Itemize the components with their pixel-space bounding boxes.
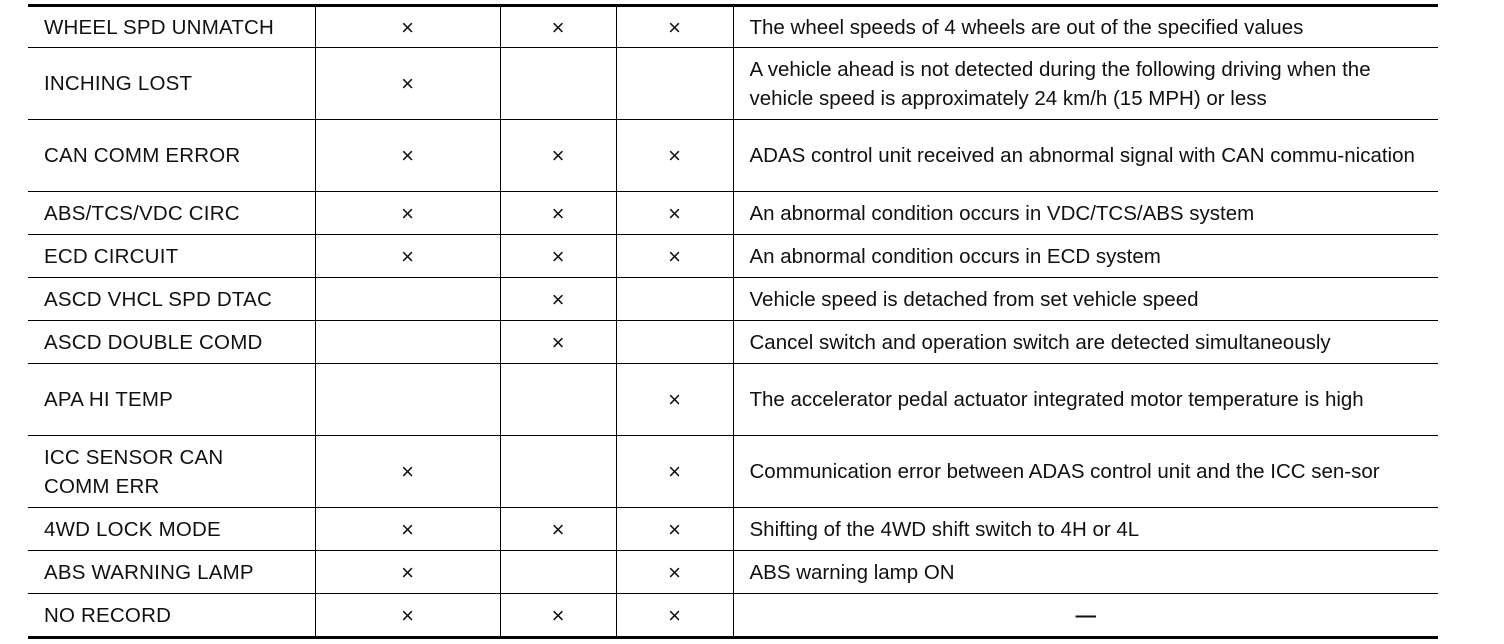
mark-cell: × bbox=[315, 48, 500, 120]
table-row bbox=[28, 48, 1438, 120]
item-cell: ECD CIRCUIT bbox=[28, 235, 315, 278]
item-cell: ASCD VHCL SPD DTAC bbox=[28, 278, 315, 321]
diagnosis-table bbox=[28, 4, 1438, 639]
mark-cell: × bbox=[500, 192, 616, 235]
table-row bbox=[28, 551, 1438, 594]
mark-cell: × bbox=[500, 594, 616, 638]
mark-cell: × bbox=[616, 235, 733, 278]
mark-cell bbox=[616, 321, 733, 364]
mark-cell: × bbox=[500, 508, 616, 551]
mark-cell: × bbox=[500, 6, 616, 48]
description-cell: Communication error between ADAS control unit and the ICC sen-sor bbox=[733, 436, 1438, 508]
mark-cell: × bbox=[315, 508, 500, 551]
mark-cell: × bbox=[500, 321, 616, 364]
mark-cell: × bbox=[500, 120, 616, 192]
mark-cell bbox=[616, 278, 733, 321]
description-cell: ADAS control unit received an abnormal signal with CAN commu-nication bbox=[733, 120, 1438, 192]
table-row bbox=[28, 120, 1438, 192]
mark-cell: × bbox=[616, 6, 733, 48]
mark-cell bbox=[500, 48, 616, 120]
description-cell: An abnormal condition occurs in ECD system bbox=[733, 235, 1438, 278]
mark-cell: × bbox=[315, 6, 500, 48]
mark-cell bbox=[315, 364, 500, 436]
description-cell: — bbox=[733, 594, 1438, 638]
table-row bbox=[28, 6, 1438, 48]
mark-cell: × bbox=[616, 364, 733, 436]
item-cell: ABS/TCS/VDC CIRC bbox=[28, 192, 315, 235]
mark-cell: × bbox=[315, 594, 500, 638]
mark-cell bbox=[315, 278, 500, 321]
table-row bbox=[28, 235, 1438, 278]
mark-cell bbox=[315, 321, 500, 364]
mark-cell: × bbox=[500, 235, 616, 278]
item-cell: ASCD DOUBLE COMD bbox=[28, 321, 315, 364]
table-row bbox=[28, 278, 1438, 321]
mark-cell: × bbox=[616, 120, 733, 192]
description-cell: The accelerator pedal actuator integrated motor temperature is high bbox=[733, 364, 1438, 436]
description-cell: Shifting of the 4WD shift switch to 4H or 4L bbox=[733, 508, 1438, 551]
table-row bbox=[28, 364, 1438, 436]
item-cell: ICC SENSOR CAN COMM ERR bbox=[28, 436, 315, 508]
mark-cell: × bbox=[500, 278, 616, 321]
mark-cell: × bbox=[315, 120, 500, 192]
description-cell: Cancel switch and operation switch are detected simultaneously bbox=[733, 321, 1438, 364]
mark-cell bbox=[500, 364, 616, 436]
mark-cell: × bbox=[616, 508, 733, 551]
mark-cell: × bbox=[616, 436, 733, 508]
mark-cell: × bbox=[315, 551, 500, 594]
description-cell: A vehicle ahead is not detected during the following driving when the vehicle speed is approximately 24 km/h (15 MPH) or less bbox=[733, 48, 1438, 120]
table-row bbox=[28, 192, 1438, 235]
mark-cell: × bbox=[616, 551, 733, 594]
table-row bbox=[28, 436, 1438, 508]
mark-cell: × bbox=[315, 192, 500, 235]
item-cell: CAN COMM ERROR bbox=[28, 120, 315, 192]
item-cell: 4WD LOCK MODE bbox=[28, 508, 315, 551]
item-cell: APA HI TEMP bbox=[28, 364, 315, 436]
item-cell: WHEEL SPD UNMATCH bbox=[28, 6, 315, 48]
item-cell: NO RECORD bbox=[28, 594, 315, 638]
mark-cell: × bbox=[315, 436, 500, 508]
mark-cell bbox=[500, 551, 616, 594]
description-cell: The wheel speeds of 4 wheels are out of the specified values bbox=[733, 6, 1438, 48]
item-cell: INCHING LOST bbox=[28, 48, 315, 120]
table-row bbox=[28, 594, 1438, 638]
table-row bbox=[28, 321, 1438, 364]
item-cell: ABS WARNING LAMP bbox=[28, 551, 315, 594]
mark-cell: × bbox=[616, 192, 733, 235]
table-row bbox=[28, 508, 1438, 551]
description-cell: Vehicle speed is detached from set vehicle speed bbox=[733, 278, 1438, 321]
mark-cell bbox=[616, 48, 733, 120]
description-cell: An abnormal condition occurs in VDC/TCS/ABS system bbox=[733, 192, 1438, 235]
description-cell: ABS warning lamp ON bbox=[733, 551, 1438, 594]
mark-cell: × bbox=[616, 594, 733, 638]
mark-cell: × bbox=[315, 235, 500, 278]
mark-cell bbox=[500, 436, 616, 508]
